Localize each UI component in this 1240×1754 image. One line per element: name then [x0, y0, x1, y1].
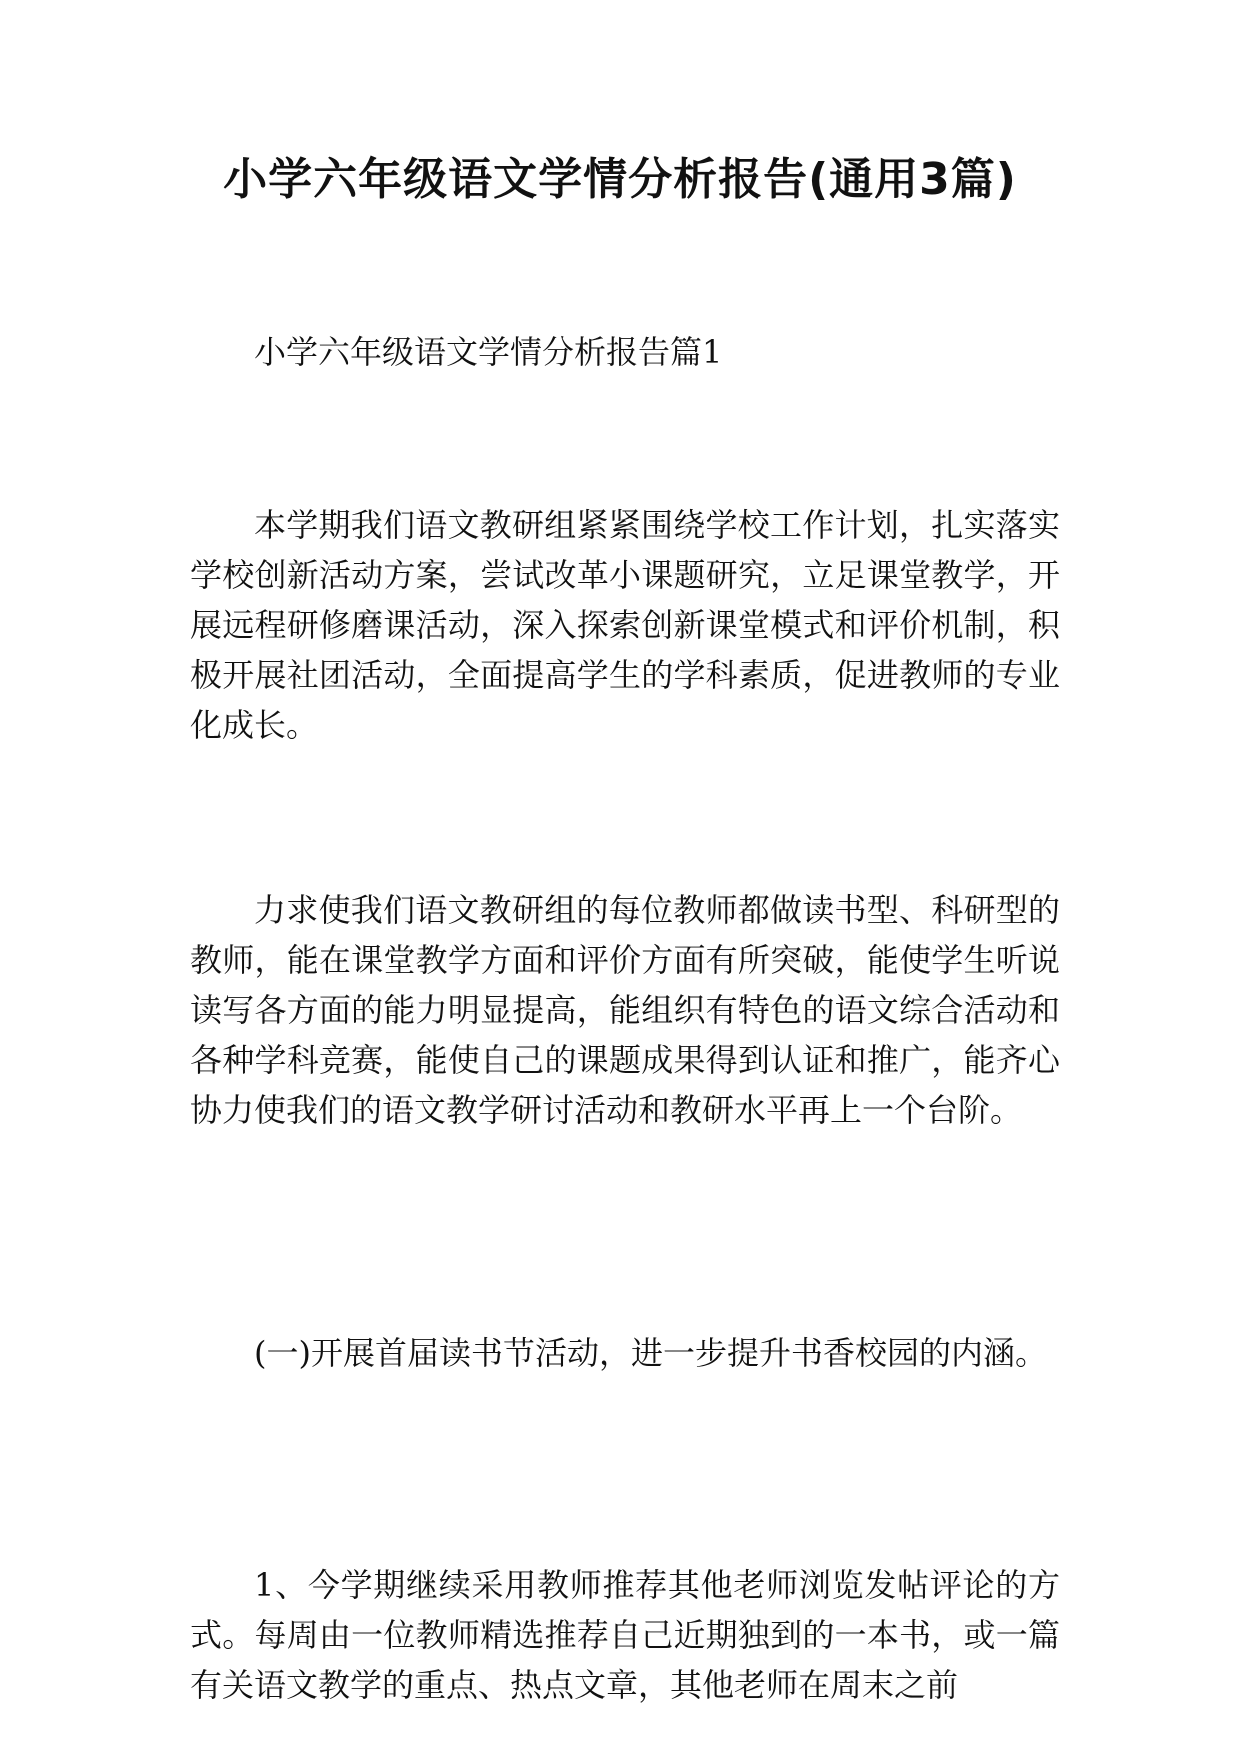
paragraph-4: 1、今学期继续采用教师推荐其他老师浏览发帖评论的方式。每周由一位教师精选推荐自己近期独到的一本书，或一篇有关语文教学的重点、热点文章，其他老师在周末之前	[190, 1566, 1060, 1704]
paragraph-3: (一)开展首届读书节活动，进一步提升书香校园的内涵。	[254, 1334, 1047, 1372]
section-heading: 小学六年级语文学情分析报告篇1	[254, 333, 723, 371]
paragraph-1: 本学期我们语文教研组紧紧围绕学校工作计划，扎实落实学校创新活动方案，尝试改革小课题研究，立足课堂教学，开展远程研修磨课活动，深入探索创新课堂模式和评价机制，积极开展社团活动，全面提高学生的学科素质，促进教师的专业化成长。	[190, 506, 1060, 744]
paragraph-2: 力求使我们语文教研组的每位教师都做读书型、科研型的教师，能在课堂教学方面和评价方面有所突破，能使学生听说读写各方面的能力明显提高，能组织有特色的语文综合活动和各种学科竞赛，能使自己的课题成果得到认证和推广，能齐心协力使我们的语文教学研讨活动和教研水平再上一个台阶。	[190, 891, 1060, 1129]
document-title: 小学六年级语文学情分析报告(通用3篇)	[223, 154, 1017, 205]
